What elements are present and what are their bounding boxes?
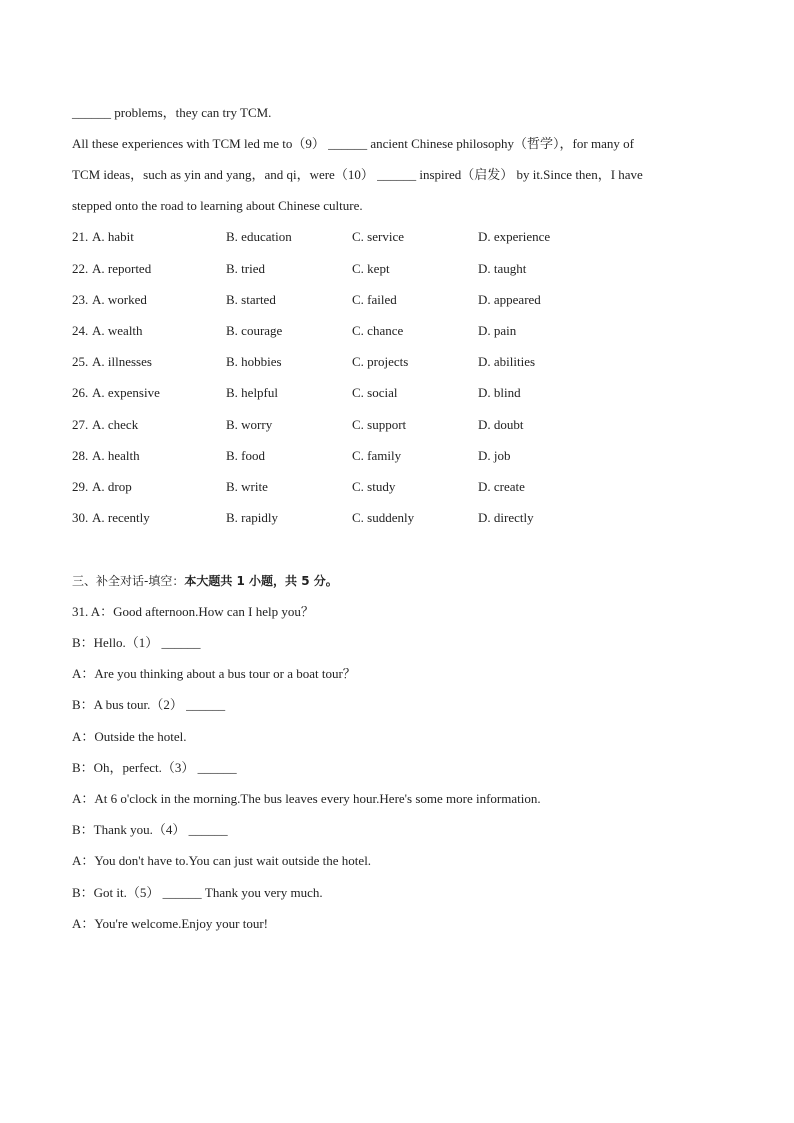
option-a: A. habit (92, 229, 134, 244)
dialogue-line: A：You don't have to.You can just wait outside the hotel. (72, 853, 372, 868)
option-c: C. failed (352, 292, 397, 307)
question-number: 21. (72, 229, 89, 244)
option-b: B. worry (226, 417, 273, 432)
option-c: C. chance (352, 323, 404, 338)
option-c: C. projects (352, 354, 409, 369)
option-c: C. study (352, 479, 396, 494)
option-b: B. tried (226, 261, 265, 276)
section-heading (72, 572, 338, 589)
option-d: D. doubt (478, 417, 524, 432)
option-d: D. job (478, 448, 511, 463)
option-c: C. support (352, 417, 407, 432)
dialogue-line: A：Are you thinking about a bus tour or a boat tour？ (72, 666, 356, 681)
option-a: A. illnesses (92, 354, 152, 369)
passage-line: ______ problems，they can try TCM. (72, 105, 272, 120)
option-d: D. create (478, 479, 525, 494)
option-d: D. blind (478, 385, 521, 400)
option-d: D. abilities (478, 354, 536, 369)
passage-line: All these experiences with TCM led me to（9） ______ ancient Chinese philosophy（哲学），for many of (72, 136, 634, 151)
option-b: B. courage (226, 323, 283, 338)
dialogue-line: B：Got it.（5） ______ Thank you very much. (72, 885, 323, 900)
option-b: B. started (226, 292, 276, 307)
question-number: 30. (72, 510, 89, 525)
option-b: B. rapidly (226, 510, 278, 525)
option-b: B. helpful (226, 385, 278, 400)
question-number: 24. (72, 323, 89, 338)
question-number: 28. (72, 448, 89, 463)
option-a: A. check (92, 417, 139, 432)
option-b: B. write (226, 479, 268, 494)
passage-line: TCM ideas，such as yin and yang，and qi，were（10） ______ inspired（启发） by it.Since then，I have (72, 167, 643, 182)
question-number: 25. (72, 354, 89, 369)
option-d: D. taught (478, 261, 527, 276)
option-d: D. pain (478, 323, 517, 338)
question-number: 27. (72, 417, 89, 432)
option-c: C. service (352, 229, 404, 244)
option-a: A. expensive (92, 385, 160, 400)
section-heading-detail: 本大题共 1 小题，共 5 分。 (184, 574, 338, 588)
dialogue-line: A：You're welcome.Enjoy your tour! (72, 916, 268, 931)
dialogue-line: B：Thank you.（4） ______ (72, 822, 228, 837)
option-a: A. reported (92, 261, 152, 276)
dialogue-line: A：Outside the hotel. (72, 729, 187, 744)
dialogue-line: B：Oh，perfect.（3） ______ (72, 760, 237, 775)
option-b: B. hobbies (226, 354, 282, 369)
question-number: 29. (72, 479, 89, 494)
question-number: 22. (72, 261, 89, 276)
dialogue-line: B：Hello.（1） ______ (72, 635, 201, 650)
passage-line: stepped onto the road to learning about Chinese culture. (72, 198, 363, 213)
section-heading-prefix: 三、补全对话-填空： (72, 574, 185, 588)
option-c: C. kept (352, 261, 390, 276)
option-c: C. suddenly (352, 510, 415, 525)
option-a: A. recently (92, 510, 150, 525)
option-b: B. education (226, 229, 292, 244)
option-a: A. drop (92, 479, 132, 494)
option-d: D. appeared (478, 292, 541, 307)
dialogue-line: B：A bus tour.（2） ______ (72, 697, 226, 712)
option-d: D. directly (478, 510, 534, 525)
dialogue-line: 31. A：Good afternoon.How can I help you？ (72, 604, 314, 619)
dialogue-line: A：At 6 o'clock in the morning.The bus leaves every hour.Here's some more information. (72, 791, 541, 806)
question-number: 23. (72, 292, 89, 307)
option-a: A. health (92, 448, 140, 463)
option-a: A. worked (92, 292, 147, 307)
option-c: C. family (352, 448, 402, 463)
option-d: D. experience (478, 229, 551, 244)
option-b: B. food (226, 448, 265, 463)
question-number: 26. (72, 385, 89, 400)
option-a: A. wealth (92, 323, 143, 338)
option-c: C. social (352, 385, 398, 400)
